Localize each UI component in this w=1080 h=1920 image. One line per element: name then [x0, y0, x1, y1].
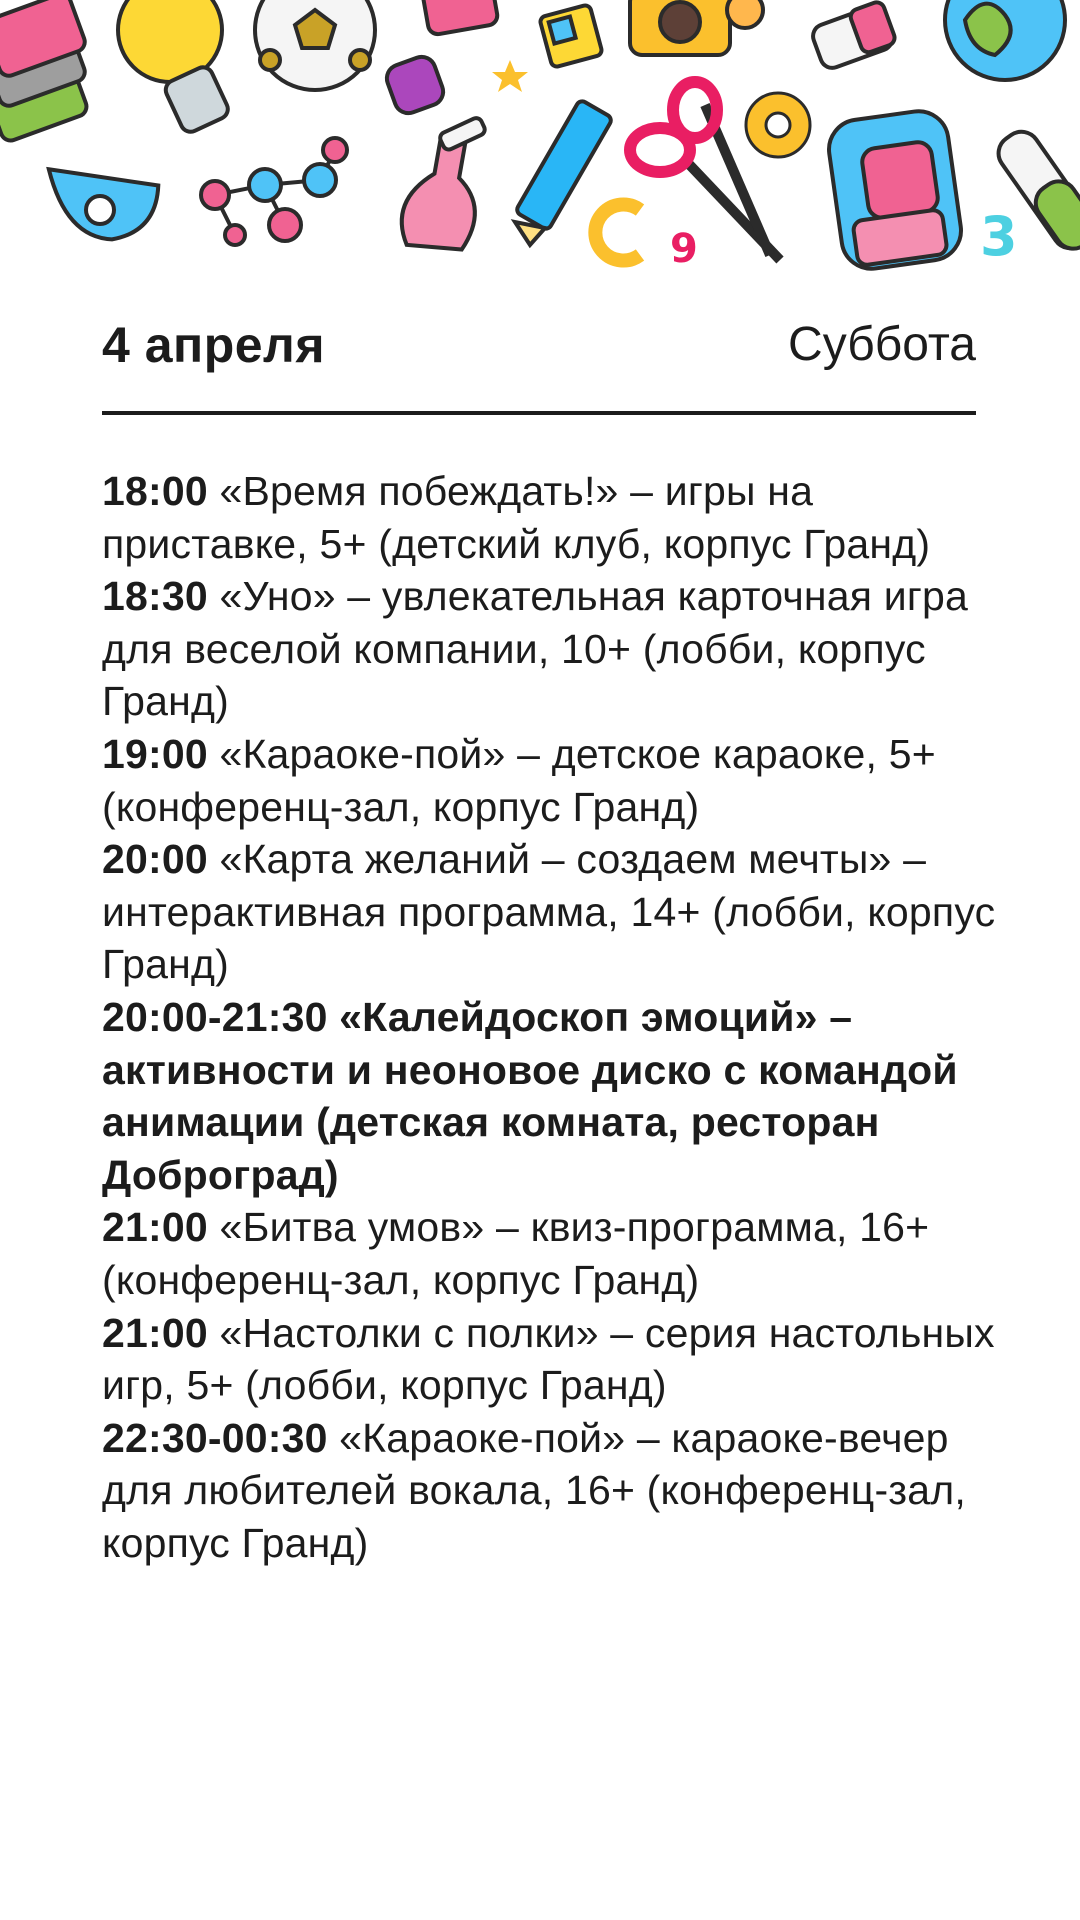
event-description: «Время побеждать!» – игры на приставке, 5+ (детский клуб, корпус Гранд) [102, 468, 931, 567]
flask-icon [397, 116, 487, 256]
event-item [102, 728, 1002, 833]
schedule-header [102, 305, 976, 385]
event-item [102, 465, 1002, 570]
books-icon [0, 0, 89, 143]
event-time: 22:30-00:30 [102, 1414, 328, 1461]
event-time: 18:30 [102, 573, 208, 620]
eraser-icon [421, 0, 499, 36]
event-time: 20:00 [102, 836, 208, 883]
event-description: «Настолки с полки» – серия настольных игр, 5+ (лобби, корпус Гранд) [102, 1309, 995, 1409]
event-item [102, 1307, 1002, 1412]
backpack-icon [825, 107, 965, 272]
date-title: 4 апреля [102, 317, 325, 373]
event-schedule [102, 465, 1002, 1569]
event-item [102, 833, 1002, 991]
molecule-icon [201, 138, 347, 245]
camera-icon [630, 0, 763, 55]
event-item [102, 1412, 1002, 1570]
event-time: 20:00-21:30 [102, 993, 328, 1040]
soccer-ball-icon [255, 0, 375, 90]
svg-text:9: 9 [670, 226, 698, 272]
event-item-highlight [102, 991, 1002, 1201]
doodle-banner [0, 0, 1080, 280]
letter-c-icon [595, 204, 640, 260]
event-time: 21:00 [102, 1309, 208, 1356]
number-9-icon [670, 226, 698, 272]
event-time: 18:00 [102, 468, 208, 514]
sharpener-icon [810, 0, 897, 71]
event-time: 19:00 [102, 730, 208, 777]
event-item [102, 1201, 1002, 1306]
lightbulb-icon [118, 0, 231, 135]
event-description: «Калейдоскоп эмоций» – активности и неоновое диско с командой анимации (детская комната, ресторан Доброград) [102, 993, 958, 1198]
event-description: «Карта желаний – создаем мечты» – интерактивная программа, 14+ (лобби, корпус Гранд) [102, 836, 996, 988]
event-description: «Уно» – увлекательная карточная игра для веселой компании, 10+ (лобби, корпус Гранд) [102, 573, 969, 725]
event-item [102, 570, 1002, 728]
weekday-label: Суббота [788, 318, 976, 371]
protractor-icon [49, 151, 166, 248]
event-description: «Битва умов» – квиз-программа, 16+ (конференц-зал, корпус Гранд) [102, 1204, 930, 1303]
svg-text:3: 3 [980, 205, 1018, 268]
letter-cube-icon [539, 4, 603, 68]
event-description: «Караоке-пой» – караоке-вечер для любителей вокала, 16+ (конференц-зал, корпус Гранд) [102, 1414, 967, 1566]
event-description: «Караоке-пой» – детское караоке, 5+ (конференц-зал, корпус Гранд) [102, 730, 936, 830]
number-3-icon [980, 205, 1018, 268]
globe-icon [945, 0, 1065, 80]
letter-b-icon [383, 53, 447, 117]
gear-icon [746, 93, 810, 157]
divider [102, 411, 976, 415]
event-time: 21:00 [102, 1204, 208, 1251]
star-icon [492, 60, 528, 92]
